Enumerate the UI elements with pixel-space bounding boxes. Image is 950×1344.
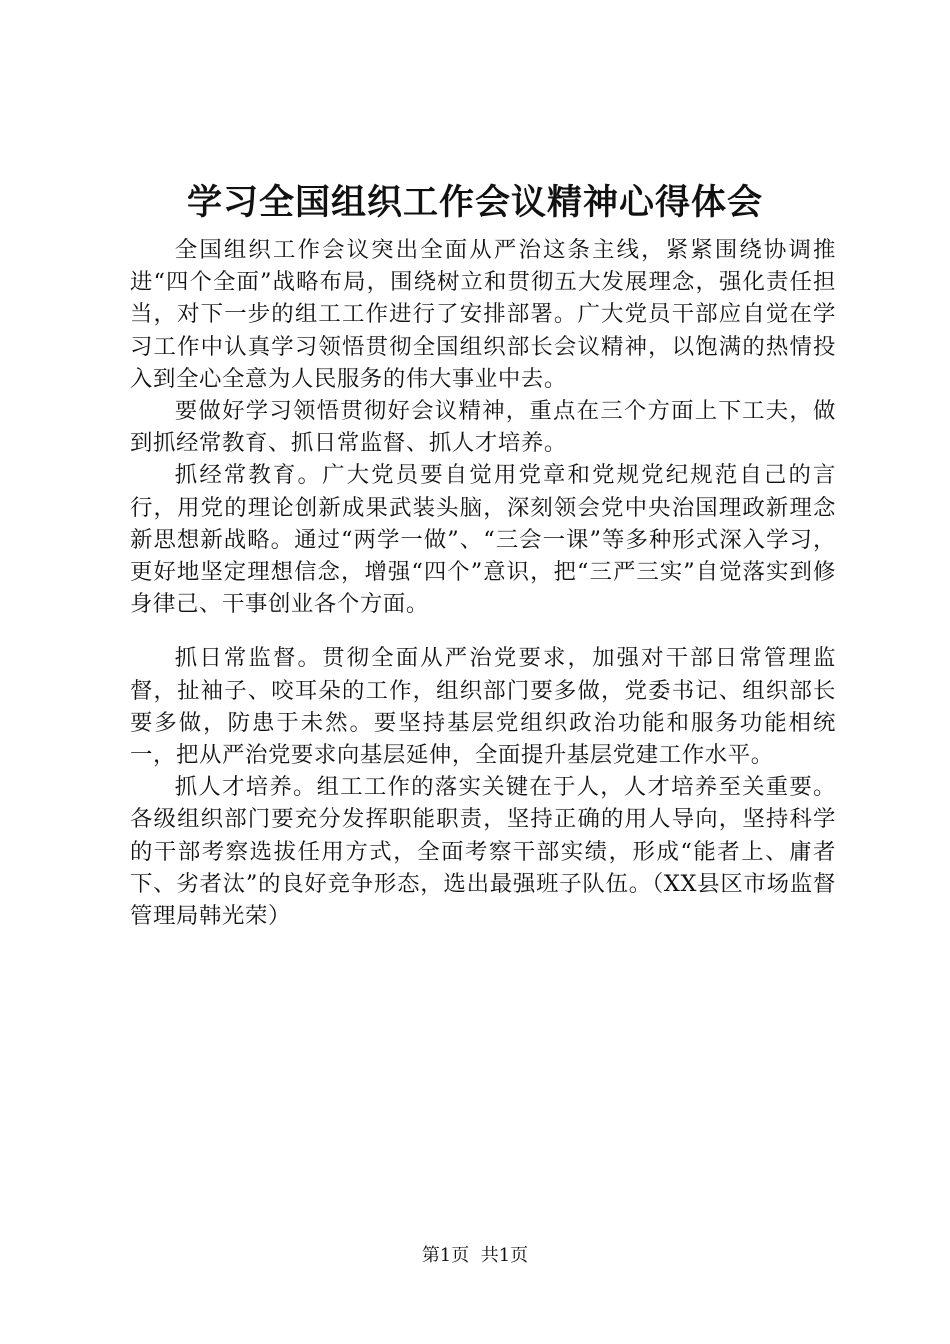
page-number-label: 第1页 共1页 (421, 1245, 529, 1266)
paragraph-supervision: 抓日常监督。贯彻全面从严治党要求，加强对干部日常管理监督，扯袖子、咬耳朵的工作，组织部门要多做，党委书记、组织部长要多做，防患于未然。要坚持基层党组织政治功能和服务功能相统一，把从严治党要求向基层延伸，全面提升基层党建工作水平。 (130, 645, 836, 769)
page-footer (0, 1244, 950, 1268)
document-body (130, 234, 836, 932)
document-title: 学习全国组织工作会议精神心得体会 (186, 182, 763, 223)
paragraph-education: 抓经常教育。广大党员要自觉用党章和党规党纪规范自己的言行，用党的理论创新成果武装头脑，深刻领会党中央治国理政新理念新思想新战略。通过“两学一做”、“三会一课”等多种形式深入学习，更好地坚定理想信念，增强“四个”意识，把“三严三实”自觉落实到修身律己、干事创业各个方面。 (130, 462, 836, 618)
paragraph-overview: 要做好学习领悟贯彻好会议精神，重点在三个方面上下工夫，做到抓经常教育、抓日常监督、抓人才培养。 (130, 398, 836, 457)
paragraph-talent: 抓人才培养。组工工作的落实关键在于人，人才培养至关重要。各级组织部门要充分发挥职能职责，坚持正确的用人导向，坚持科学的干部考察选拔任用方式，全面考察干部实绩，形成“能者上、庸者下、劣者汰”的良好竞争形态，选出最强班子队伍。（XX县区市场监督管理局韩光荣） (130, 774, 836, 930)
paragraph-intro: 全国组织工作会议突出全面从严治这条主线，紧紧围绕协调推进“四个全面”战略布局，围绕树立和贯彻五大发展理念，强化责任担当，对下一步的组工工作进行了安排部署。广大党员干部应自觉在学习工作中认真学习领悟贯彻全国组织部长会议精神，以饱满的热情投入到全心全意为人民服务的伟大事业中去。 (130, 237, 836, 392)
